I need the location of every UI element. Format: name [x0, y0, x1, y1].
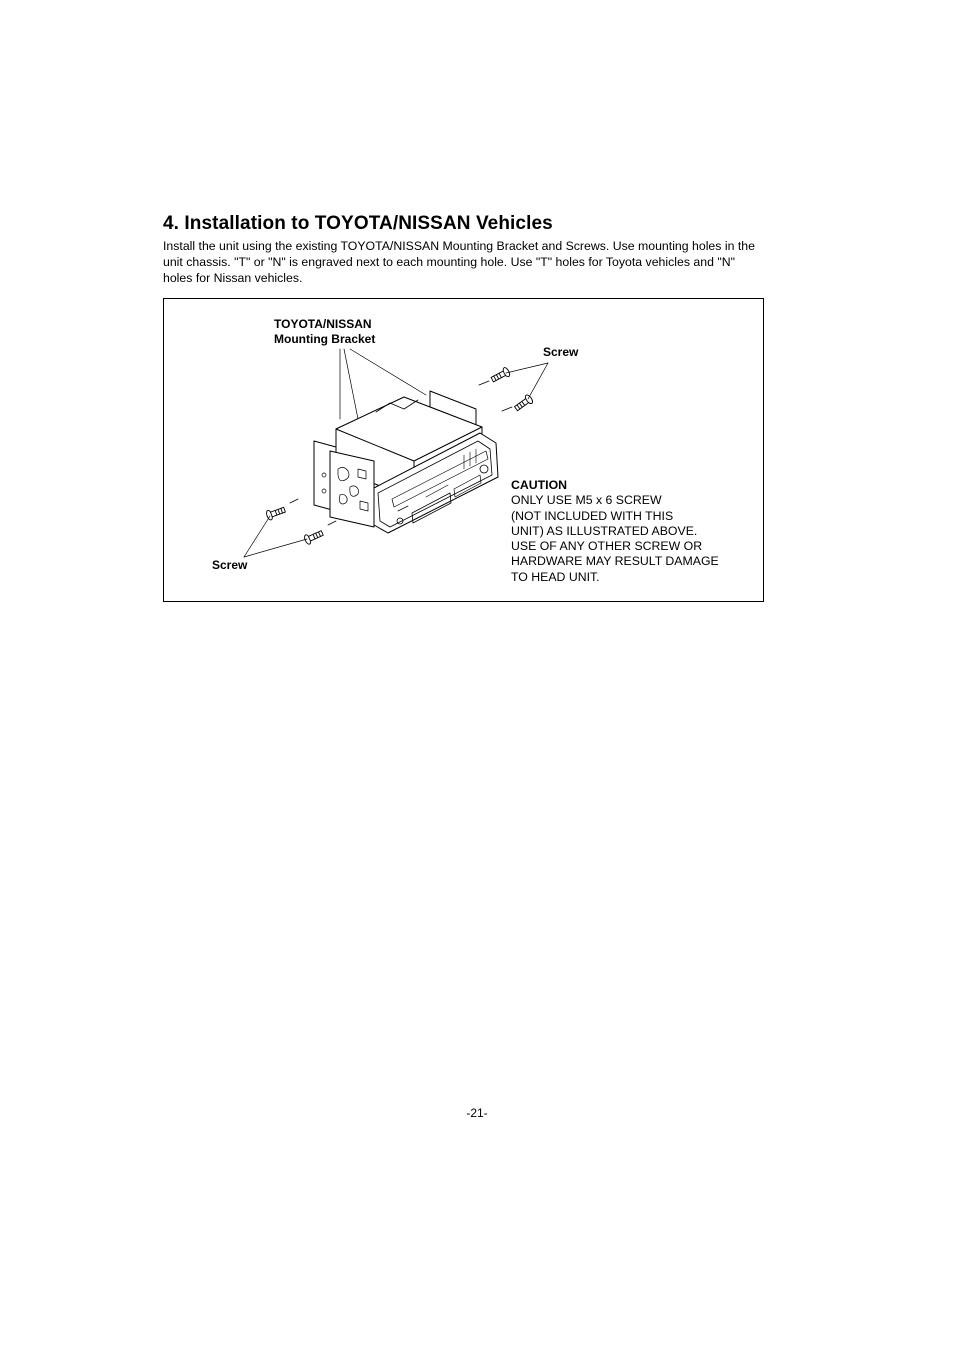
bracket-label-line1: TOYOTA/NISSAN: [274, 317, 372, 331]
caution-line: (NOT INCLUDED WITH THIS: [511, 508, 674, 523]
caution-line: UNIT) AS ILLUSTRATED ABOVE.: [511, 523, 698, 538]
bracket-label: [274, 317, 375, 347]
installation-figure: [163, 298, 764, 602]
caution-line: USE OF ANY OTHER SCREW OR: [511, 539, 703, 554]
screw-label-top: Screw: [543, 345, 579, 359]
page-number: -21-: [466, 1106, 488, 1120]
screw-label-bottom: Screw: [212, 558, 248, 572]
caution-line: HARDWARE MAY RESULT DAMAGE: [511, 554, 719, 569]
intro-paragraph: Install the unit using the existing TOYOTA/NISSAN Mounting Bracket and Screws. Use mounting holes in the unit chassis. "T" or "N" is engraved next to each mounting hole. Use "T" holes for Toyota vehicles and "N" holes for Nissan vehicles.: [163, 239, 755, 285]
caution-note: [511, 478, 719, 585]
bracket-label-line2: Mounting Bracket: [274, 332, 376, 346]
caution-line: TO HEAD UNIT.: [511, 569, 600, 584]
section-title: 4. Installation to TOYOTA/NISSAN Vehicles: [163, 213, 553, 234]
caution-line: ONLY USE M5 x 6 SCREW: [511, 493, 662, 508]
caution-heading: CAUTION: [511, 478, 568, 492]
